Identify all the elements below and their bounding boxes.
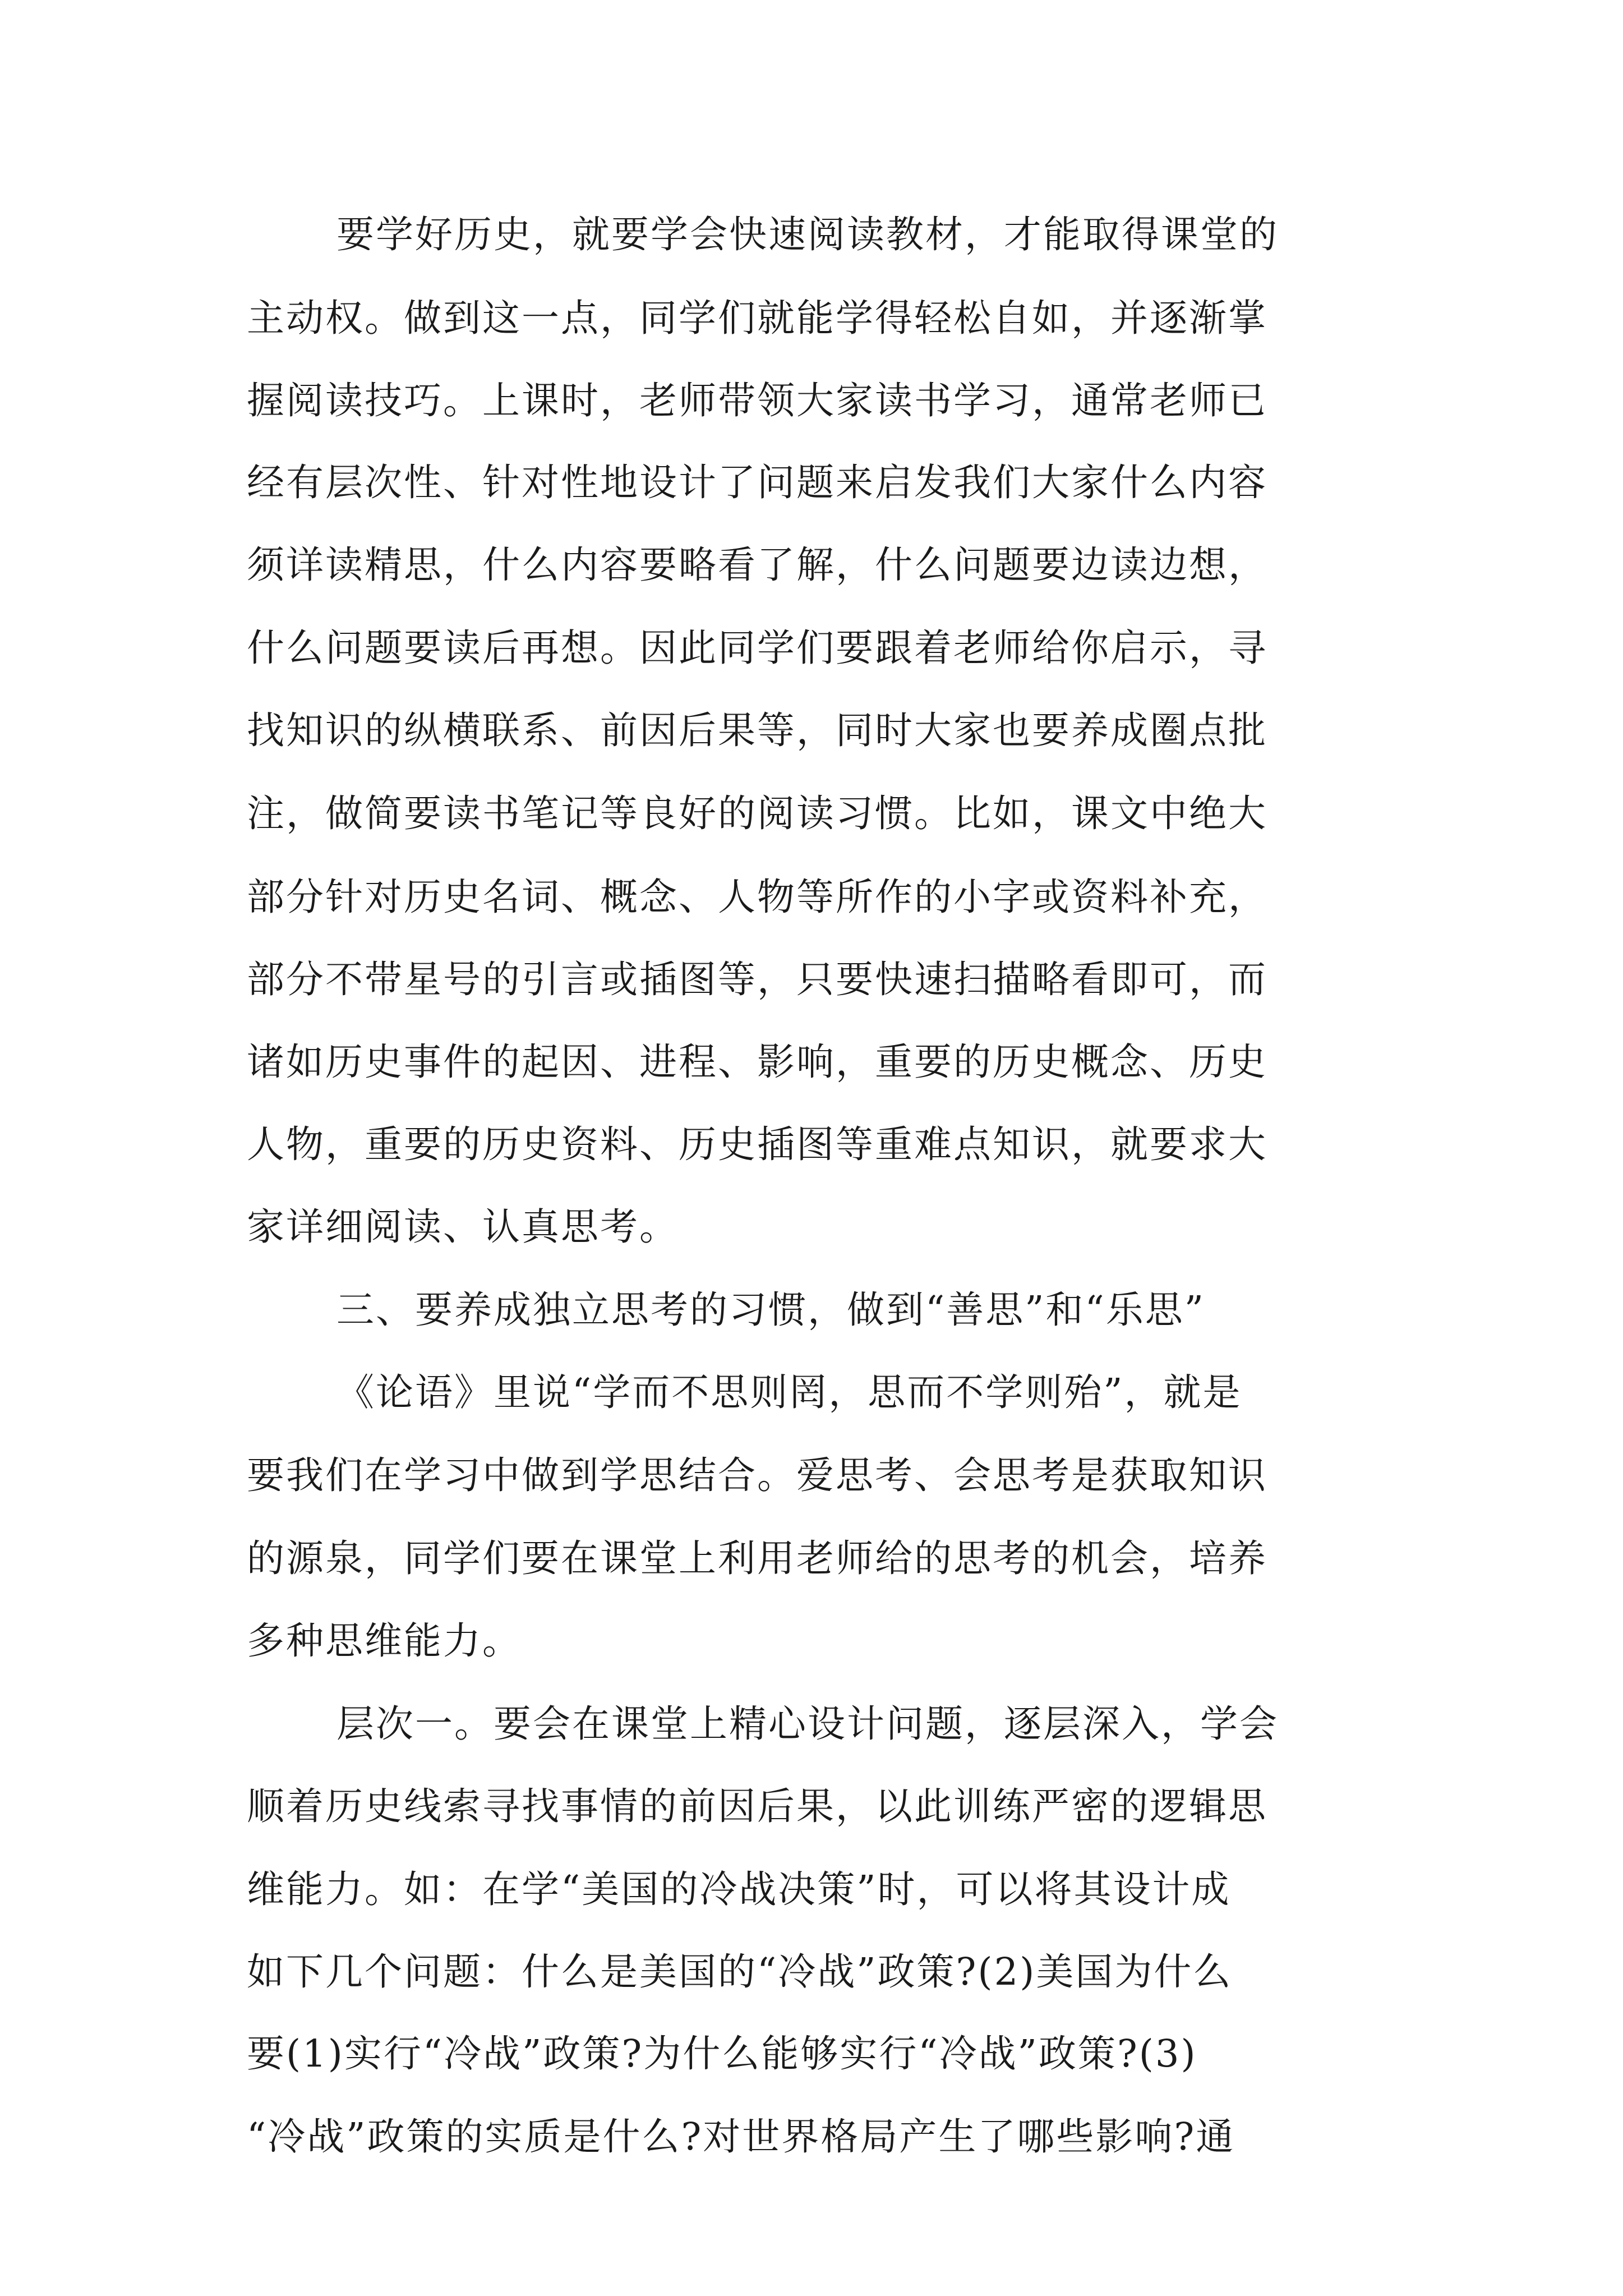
text-line-19: 层次一。要会在课堂上精心设计问题，逐层深入，学会 [336, 1702, 1279, 1746]
text-line-21: 维能力。如：在学“美国的冷战决策”时，可以将其设计成 [247, 1867, 1231, 1911]
text-line-1: 要学好历史，就要学会快速阅读教材，才能取得课堂的 [336, 213, 1279, 256]
text-line-2: 主动权。做到这一点，同学们就能学得轻松自如，并逐渐掌 [247, 296, 1267, 340]
text-line-24: “冷战”政策的实质是什么?对世界格局产生了哪些影响?通 [247, 2115, 1235, 2159]
text-line-9: 部分针对历史名词、概念、人物等所作的小字或资料补充， [247, 875, 1267, 919]
text-line-3: 握阅读技巧。上课时，老师带领大家读书学习，通常老师已 [247, 379, 1267, 422]
text-line-18: 多种思维能力。 [247, 1619, 522, 1663]
text-line-13: 家详细阅读、认真思考。 [247, 1205, 679, 1249]
text-line-16: 要我们在学习中做到学思结合。爱思考、会思考是获取知识 [247, 1453, 1267, 1497]
text-line-12: 人物，重要的历史资料、历史插图等重难点知识，就要求大 [247, 1122, 1267, 1166]
text-line-8: 注，做简要读书笔记等良好的阅读习惯。比如，课文中绝大 [247, 792, 1267, 835]
text-line-17: 的源泉，同学们要在课堂上利用老师给的思考的机会，培养 [247, 1536, 1267, 1580]
text-line-23: 要(1)实行“冷战”政策?为什么能够实行“冷战”政策?(3) [247, 2032, 1197, 2076]
text-line-22: 如下几个问题：什么是美国的“冷战”政策?(2)美国为什么 [247, 1950, 1233, 1994]
text-line-4: 经有层次性、针对性地设计了问题来启发我们大家什么内容 [247, 461, 1267, 504]
text-line-15: 《论语》里说“学而不思则罔，思而不学则殆”，就是 [336, 1370, 1242, 1414]
text-line-7: 找知识的纵横联系、前因后果等，同时大家也要养成圈点批 [247, 708, 1267, 752]
text-line-10: 部分不带星号的引言或插图等，只要快速扫描略看即可，而 [247, 958, 1267, 1001]
text-line-20: 顺着历史线索寻找事情的前因后果，以此训练严密的逻辑思 [247, 1784, 1267, 1828]
text-line-11: 诸如历史事件的起因、进程、影响，重要的历史概念、历史 [247, 1040, 1267, 1084]
text-line-6: 什么问题要读后再想。因此同学们要跟着老师给你启示，寻 [247, 626, 1267, 670]
section-heading: 三、要养成独立思考的习惯，做到“善思”和“乐思” [336, 1288, 1206, 1332]
text-line-5: 须详读精思，什么内容要略看了解，什么问题要边读边想， [247, 543, 1267, 587]
